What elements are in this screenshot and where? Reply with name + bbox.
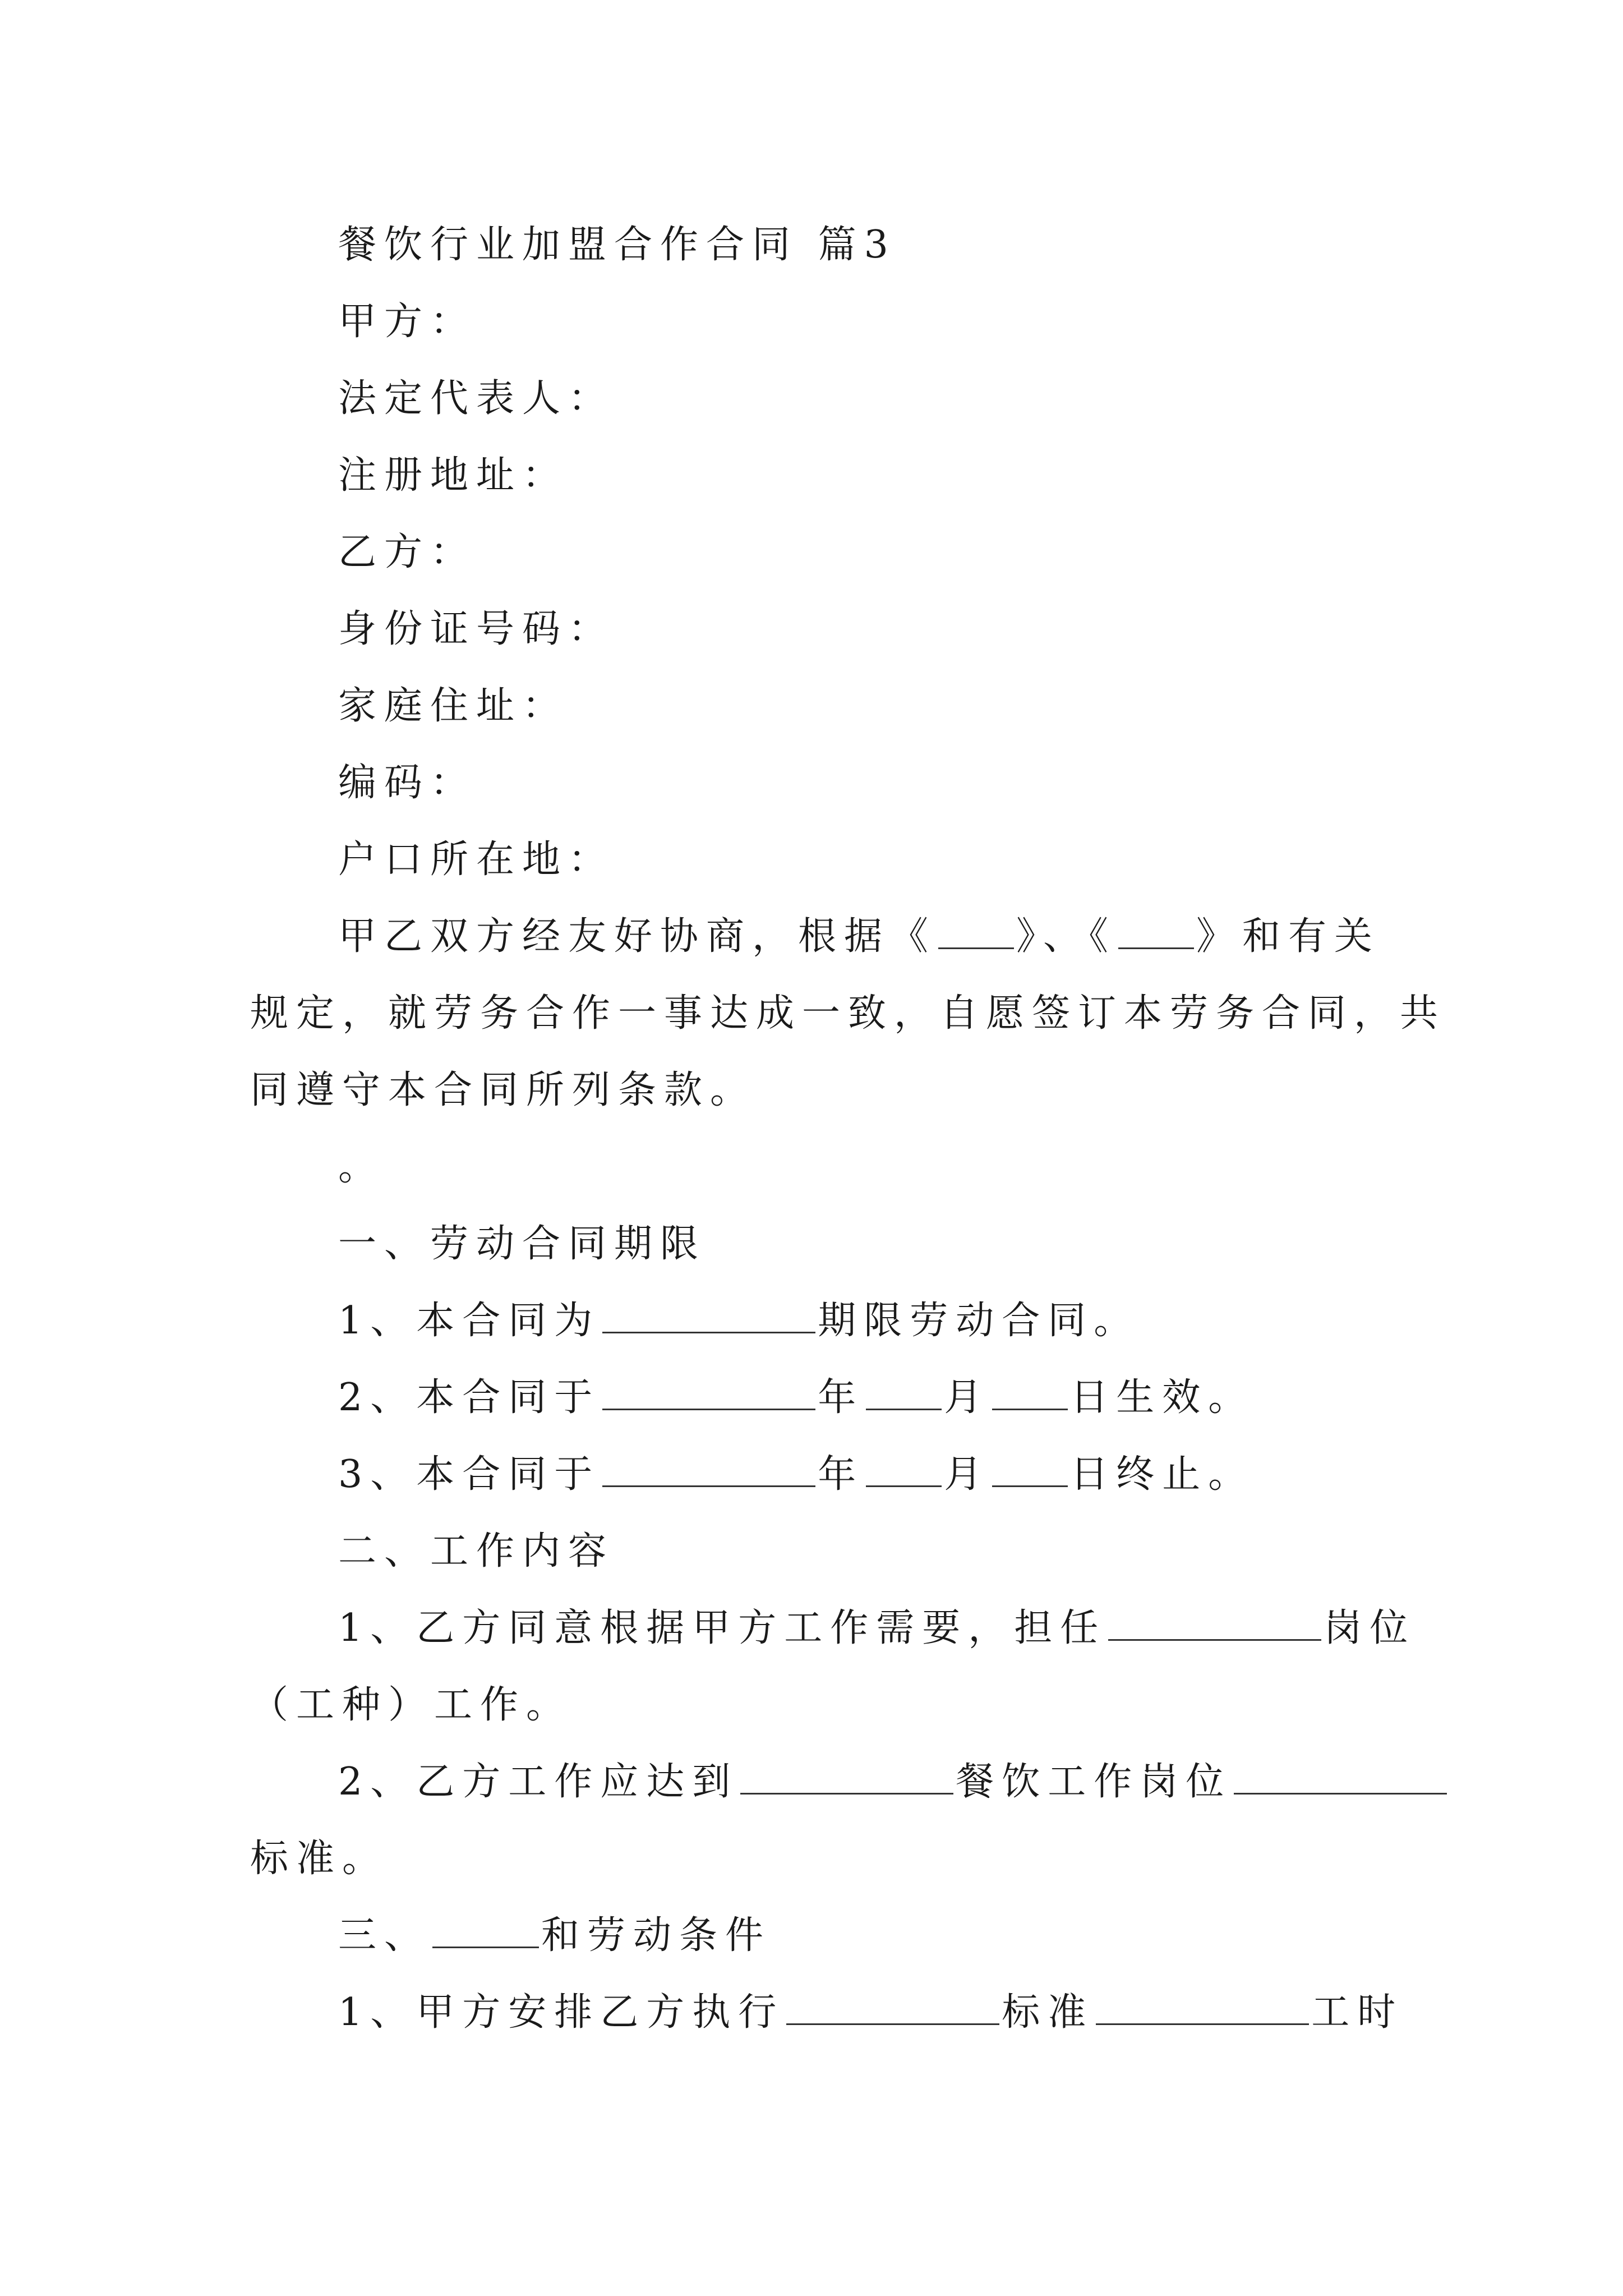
section-1-item-2: 2、本合同于 年 月 日生效。 <box>338 1375 1255 1420</box>
contract-term-blank <box>602 1298 815 1333</box>
preamble-line-2: 规定，就劳务合作一事达成一致，自愿签订本劳务合同，共 <box>250 991 1446 1036</box>
start-month-blank <box>866 1375 942 1410</box>
party-b-label: 乙方： <box>338 530 477 574</box>
document-title: 餐饮行业加盟合作合同 篇3 <box>338 223 896 267</box>
section-1-heading: 一、劳动合同期限 <box>338 1222 707 1266</box>
section-2-item-2: 2、乙方工作应达到 餐饮工作岗位 <box>338 1743 1389 1820</box>
hours-standard-blank-2 <box>1096 1990 1309 2025</box>
start-day-blank <box>992 1375 1068 1410</box>
work-standard-blank-1 <box>740 1759 953 1795</box>
section-3-title-blank <box>432 1913 539 1948</box>
party-a-label: 甲方： <box>338 300 477 344</box>
home-address-label: 家庭住址： <box>338 684 569 728</box>
section-2-heading: 二、工作内容 <box>338 1529 615 1573</box>
work-standard-blank-2 <box>1234 1759 1447 1795</box>
law-name-blank-1 <box>938 914 1014 949</box>
preamble-line-3: 同遵守本合同所列条款。 <box>250 1068 757 1112</box>
section-2-item-1: 1、乙方同意根据甲方工作需要，担任 岗位 <box>338 1606 1416 1650</box>
position-blank <box>1108 1605 1321 1641</box>
section-3-item-1: 1、甲方安排乙方执行 标准 工时 <box>338 1990 1404 2035</box>
id-number-label: 身份证号码： <box>338 607 615 651</box>
registered-address-label: 注册地址： <box>338 453 569 498</box>
stray-period: 。 <box>338 1145 385 1189</box>
law-name-blank-2 <box>1118 914 1194 949</box>
hukou-label: 户口所在地： <box>338 838 615 882</box>
section-2-item-2-cont: 标准。 <box>250 1837 389 1881</box>
preamble-line-1: 甲乙双方经友好协商，根据《 》、《 》和有关 <box>338 914 1381 959</box>
end-month-blank <box>866 1452 942 1487</box>
section-1-item-1: 1、本合同为 期限劳动合同。 <box>338 1299 1140 1343</box>
end-year-blank <box>602 1452 815 1487</box>
section-1-item-3: 3、本合同于 年 月 日终止。 <box>338 1452 1255 1497</box>
postcode-label: 编码： <box>338 761 477 805</box>
legal-rep-label: 法定代表人： <box>338 376 615 421</box>
hours-standard-blank-1 <box>786 1990 999 2025</box>
end-day-blank <box>992 1452 1068 1487</box>
section-3-heading: 三、 和劳动条件 <box>338 1913 772 1958</box>
start-year-blank <box>602 1375 815 1410</box>
section-2-item-1-cont: （工种）工作。 <box>250 1683 573 1727</box>
